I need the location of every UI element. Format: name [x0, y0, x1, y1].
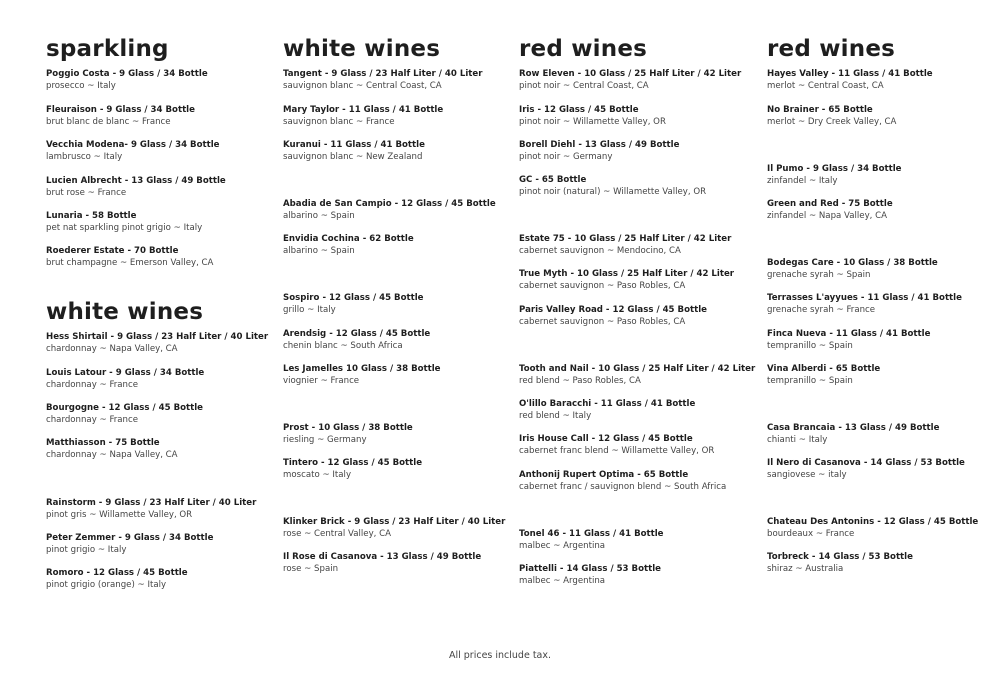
menu-item: [46, 210, 202, 234]
item-name: Lunaria - 58 Bottle: [46, 211, 137, 221]
menu-item: [283, 328, 430, 352]
menu-item: [46, 175, 226, 199]
item-name: Poggio Costa - 9 Glass / 34 Bottle: [46, 69, 208, 79]
item-name: Klinker Brick - 9 Glass / 23 Half Liter / 40 Liter: [283, 517, 506, 527]
item-name: Prost - 10 Glass / 38 Bottle: [283, 423, 413, 433]
menu-item: [46, 367, 204, 391]
menu-item: [283, 516, 505, 540]
item-desc: viognier ~ France: [283, 376, 360, 386]
menu-item: [767, 363, 880, 387]
menu-item: [283, 551, 481, 575]
item-desc: sauvignon blanc ~ Central Coast, CA: [283, 81, 442, 91]
item-name: Anthonij Rupert Optima - 65 Bottle: [519, 470, 689, 480]
item-name: Hess Shirtail - 9 Glass / 23 Half Liter / 40 Liter: [46, 332, 269, 342]
section-heading-sparkling: sparkling: [46, 36, 169, 62]
menu-item: [767, 457, 965, 481]
item-desc: cabernet franc / sauvignon blend ~ South Africa: [519, 482, 727, 492]
item-desc: rose ~ Central Valley, CA: [283, 529, 392, 539]
item-name: Rainstorm - 9 Glass / 23 Half Liter / 40 Liter: [46, 498, 257, 508]
menu-item: [519, 174, 706, 198]
item-desc: chardonnay ~ Napa Valley, CA: [46, 450, 178, 460]
item-desc: cabernet sauvignon ~ Mendocino, CA: [519, 246, 681, 256]
item-desc: pet nat sparkling pinot grigio ~ Italy: [46, 223, 203, 233]
menu-item: [519, 233, 731, 257]
item-name: Abadia de San Campio - 12 Glass / 45 Bottle: [283, 199, 496, 209]
item-desc: zinfandel ~ Italy: [767, 176, 838, 186]
item-desc: albarino ~ Spain: [283, 246, 355, 256]
item-name: Paris Valley Road - 12 Glass / 45 Bottle: [519, 305, 707, 315]
item-name: Sospiro - 12 Glass / 45 Bottle: [283, 293, 424, 303]
item-desc: malbec ~ Argentina: [519, 541, 606, 551]
item-name: Borell Diehl - 13 Glass / 49 Bottle: [519, 140, 680, 150]
item-desc: brut rose ~ France: [46, 188, 127, 198]
menu-item: [46, 68, 208, 92]
menu-item: [283, 457, 422, 481]
item-desc: red blend ~ Paso Robles, CA: [519, 376, 641, 386]
item-name: Tooth and Nail - 10 Glass / 25 Half Liter / 42 Liter: [519, 364, 756, 374]
item-desc: tempranillo ~ Spain: [767, 376, 853, 386]
item-desc: cabernet sauvignon ~ Paso Robles, CA: [519, 281, 686, 291]
item-name: Il Pumo - 9 Glass / 34 Bottle: [767, 164, 902, 174]
item-name: Bodegas Care - 10 Glass / 38 Bottle: [767, 258, 938, 268]
menu-column-2: [283, 36, 523, 574]
item-name: Finca Nueva - 11 Glass / 41 Bottle: [767, 329, 931, 339]
item-desc: chardonnay ~ France: [46, 380, 139, 390]
item-name: Les Jamelles 10 Glass / 38 Bottle: [283, 364, 441, 374]
item-desc: riesling ~ Germany: [283, 435, 367, 445]
menu-item: [283, 422, 413, 446]
item-desc: chianti ~ Italy: [767, 435, 828, 445]
item-name: O'lillo Baracchi - 11 Glass / 41 Bottle: [519, 399, 696, 409]
menu-item: [283, 233, 414, 257]
item-name: Il Rose di Casanova - 13 Glass / 49 Bottle: [283, 552, 482, 562]
menu-item: [767, 422, 939, 446]
item-name: Bourgogne - 12 Glass / 45 Bottle: [46, 403, 204, 413]
item-desc: shiraz ~ Australia: [767, 564, 844, 574]
menu-item: [46, 532, 213, 556]
menu-item: [46, 245, 213, 269]
item-desc: lambrusco ~ Italy: [46, 152, 123, 162]
item-desc: zinfandel ~ Napa Valley, CA: [767, 211, 887, 221]
item-desc: malbec ~ Argentina: [519, 576, 606, 586]
menu-item: [46, 402, 203, 426]
item-desc: chardonnay ~ France: [46, 415, 139, 425]
item-desc: pinot grigio (orange) ~ Italy: [46, 580, 167, 590]
menu-item: [767, 292, 962, 316]
item-name: Hayes Valley - 11 Glass / 41 Bottle: [767, 69, 933, 79]
menu-item: [46, 567, 188, 591]
item-name: Iris - 12 Glass / 45 Bottle: [519, 105, 639, 115]
item-name: Vina Alberdi - 65 Bottle: [767, 364, 881, 374]
item-desc: tempranillo ~ Spain: [767, 341, 853, 351]
menu-item: [519, 433, 714, 457]
item-desc: grillo ~ Italy: [283, 305, 336, 315]
item-desc: prosecco ~ Italy: [46, 81, 116, 91]
menu-item: [283, 68, 482, 92]
menu-item: [46, 497, 256, 521]
item-desc: chardonnay ~ Napa Valley, CA: [46, 344, 178, 354]
item-desc: pinot noir ~ Willamette Valley, OR: [519, 117, 666, 127]
menu-item: [767, 104, 896, 128]
item-desc: red blend ~ Italy: [519, 411, 592, 421]
menu-item: [519, 104, 666, 128]
item-name: True Myth - 10 Glass / 25 Half Liter / 42 Liter: [519, 269, 735, 279]
item-name: Peter Zemmer - 9 Glass / 34 Bottle: [46, 533, 214, 543]
menu-item: [283, 363, 441, 387]
menu-item: [519, 139, 679, 163]
item-name: Estate 75 - 10 Glass / 25 Half Liter / 42 Liter: [519, 234, 732, 244]
menu-item: [519, 304, 707, 328]
item-desc: cabernet sauvignon ~ Paso Robles, CA: [519, 317, 686, 327]
item-name: No Brainer - 65 Bottle: [767, 105, 873, 115]
item-name: Lucien Albrecht - 13 Glass / 49 Bottle: [46, 176, 226, 186]
menu-item: [46, 331, 268, 355]
item-desc: brut blanc de blanc ~ France: [46, 117, 171, 127]
item-desc: pinot gris ~ Willamette Valley, OR: [46, 510, 193, 520]
item-desc: rose ~ Spain: [283, 564, 339, 574]
item-name: Arendsig - 12 Glass / 45 Bottle: [283, 329, 431, 339]
menu-column-1-lower: [46, 299, 286, 590]
item-name: Tonel 46 - 11 Glass / 41 Bottle: [519, 529, 664, 539]
menu-item: [519, 528, 664, 552]
menu-item: [767, 163, 901, 187]
item-desc: moscato ~ Italy: [283, 470, 352, 480]
menu-column-1: [46, 36, 286, 268]
item-name: Terrasses L'ayyues - 11 Glass / 41 Bottle: [767, 293, 962, 303]
item-name: Tangent - 9 Glass / 23 Half Liter / 40 Liter: [283, 69, 483, 79]
item-name: Romoro - 12 Glass / 45 Bottle: [46, 568, 188, 578]
item-name: Fleuraison - 9 Glass / 34 Bottle: [46, 105, 195, 115]
item-name: Mary Taylor - 11 Glass / 41 Bottle: [283, 105, 444, 115]
item-desc: brut champagne ~ Emerson Valley, CA: [46, 258, 214, 268]
menu-item: [767, 68, 933, 92]
item-name: Chateau Des Antonins - 12 Glass / 45 Bottle: [767, 517, 979, 527]
menu-item: [283, 104, 443, 128]
menu-item: [519, 398, 695, 422]
menu-item: [519, 68, 741, 92]
item-name: Envidia Cochina - 62 Bottle: [283, 234, 414, 244]
menu-item: [767, 551, 913, 575]
item-name: Matthiasson - 75 Bottle: [46, 438, 160, 448]
section-heading-white-wines: white wines: [46, 299, 204, 325]
item-desc: grenache syrah ~ France: [767, 305, 876, 315]
item-name: Green and Red - 75 Bottle: [767, 199, 893, 209]
item-name: Casa Brancaia - 13 Glass / 49 Bottle: [767, 423, 940, 433]
menu-item: [519, 268, 734, 292]
item-desc: bourdeaux ~ France: [767, 529, 855, 539]
item-desc: cabernet franc blend ~ Willamette Valley, OR: [519, 446, 715, 456]
item-desc: chenin blanc ~ South Africa: [283, 341, 403, 351]
item-name: Tintero - 12 Glass / 45 Bottle: [283, 458, 423, 468]
menu-item: [767, 516, 978, 540]
menu-item: [46, 139, 219, 163]
item-desc: merlot ~ Dry Creek Valley, CA: [767, 117, 897, 127]
menu-item: [46, 104, 195, 128]
item-desc: pinot noir ~ Germany: [519, 152, 613, 162]
item-desc: pinot grigio ~ Italy: [46, 545, 127, 555]
item-desc: sauvignon blanc ~ New Zealand: [283, 152, 423, 162]
menu-item: [283, 292, 424, 316]
item-name: Louis Latour - 9 Glass / 34 Bottle: [46, 368, 205, 378]
menu-column-3: [519, 36, 759, 586]
item-name: Torbreck - 14 Glass / 53 Bottle: [767, 552, 913, 562]
item-name: Vecchia Modena- 9 Glass / 34 Bottle: [46, 140, 220, 150]
menu-item: [46, 437, 178, 461]
menu-item: [283, 139, 425, 163]
menu-item: [519, 563, 661, 587]
item-desc: sauvignon blanc ~ France: [283, 117, 395, 127]
item-desc: pinot noir ~ Central Coast, CA: [519, 81, 649, 91]
item-name: Roederer Estate - 70 Bottle: [46, 246, 179, 256]
menu-item: [519, 363, 755, 387]
section-heading-red-wines: red wines: [767, 36, 896, 62]
item-desc: grenache syrah ~ Spain: [767, 270, 871, 280]
item-name: Iris House Call - 12 Glass / 45 Bottle: [519, 434, 693, 444]
item-name: GC - 65 Bottle: [519, 175, 587, 185]
item-desc: albarino ~ Spain: [283, 211, 355, 221]
menu-item: [767, 198, 893, 222]
item-name: Piattelli - 14 Glass / 53 Bottle: [519, 564, 661, 574]
item-name: Il Nero di Casanova - 14 Glass / 53 Bottle: [767, 458, 965, 468]
menu-column-4: [767, 36, 1000, 574]
menu-item: [767, 257, 938, 281]
item-desc: sangiovese ~ italy: [767, 470, 847, 480]
item-desc: merlot ~ Central Coast, CA: [767, 81, 884, 91]
menu-item: [767, 328, 930, 352]
item-name: Kuranui - 11 Glass / 41 Bottle: [283, 140, 425, 150]
section-heading-white-wines: white wines: [283, 36, 441, 62]
footer-note: All prices include tax.: [448, 650, 552, 661]
item-desc: pinot noir (natural) ~ Willamette Valley, OR: [519, 187, 707, 197]
menu-item: [283, 198, 496, 222]
section-heading-red-wines: red wines: [519, 36, 648, 62]
menu-item: [519, 469, 726, 493]
item-name: Row Eleven - 10 Glass / 25 Half Liter / 42 Liter: [519, 69, 742, 79]
